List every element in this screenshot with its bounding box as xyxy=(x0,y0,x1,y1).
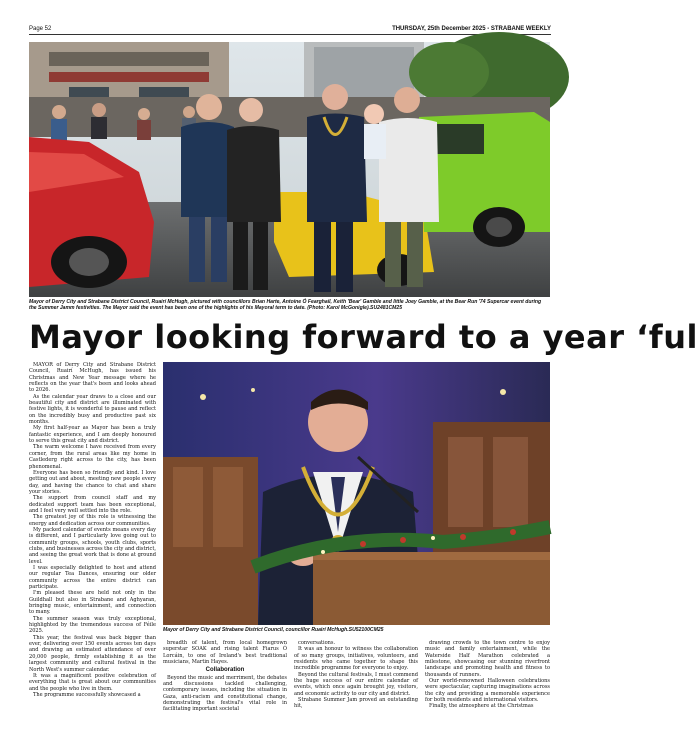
column-1 xyxy=(29,362,156,734)
mayor-photo-caption: Mayor of Derry City and Strabane District Council, councillor Ruairí McHugh.SU52100CM25 xyxy=(163,627,384,633)
mayor-photo xyxy=(163,362,550,625)
paragraph: The support from council staff and my dedicated support team has been exceptional, and I feel very well settled into the role. xyxy=(29,495,156,514)
headline: Mayor looking forward to a year ‘ful xyxy=(29,318,698,356)
paragraph: MAYOR of Derry City and Strabane District Council, Ruairí McHugh, has issued his Christmas and New Year message where he reflects on the year that's been and looks ahead to 2026. xyxy=(29,362,156,394)
subhead-collaboration: Collaboration xyxy=(205,667,245,674)
paragraph: Our world-renowned Halloween celebrations were spectacular, capturing imaginations across the city and providing a memorable experience for both residents and international visitors. xyxy=(425,678,550,704)
paragraph: Everyone has been so friendly and kind. I love getting out and about, meeting new people every day, and having the chance to chat and share your stories. xyxy=(29,469,156,495)
column-4 xyxy=(425,640,550,735)
paragraph: Beyond the cultural festivals, I must commend the huge success of our entire calendar of events, which once again brought joy, visitors, and economic activity to our city and district. xyxy=(294,671,418,697)
paragraph: My first half-year as Mayor has been a truly fantastic experience, and I am deeply honoured to serve this great city and district. xyxy=(29,425,156,445)
paragraph: I'm pleased these are held not only in the Guildhall but also in Strabane and Aghyaran, bringing music, entertainment, and connection to many. xyxy=(29,590,156,616)
paragraph: As the calendar year draws to a close and our beautiful city and district are illuminated with festive lights, it is wonderful to pause and reflect on the incredibly busy and productive past six months. xyxy=(29,393,156,426)
paragraph: Strabane Summer Jam proved an outstanding hit, xyxy=(294,697,418,710)
paragraph: Finally, the atmosphere at the Christmas xyxy=(429,703,534,710)
paragraph: I was especially delighted to host and attend our regular Tea Dances, ensuring our older community across the entire district can participate. xyxy=(29,565,156,591)
paragraph: This year, the festival was back bigger than ever, delivering over 150 events across ten days and drawing an estimated attendance of over 20,000 people, firmly establishing it as the largest community and cultural festival in the North West's summer calendar. xyxy=(29,634,156,673)
paragraph: My packed calendar of events means every day is different, and I particularly love going out to community groups, schools, youth clubs, sports clubs, and businesses across the city and district, and seeing the great work that is done at ground level. xyxy=(29,526,157,565)
paragraph: Beyond the music and merriment, the debates and discussions tackled challenging, contemporary issues, including the situation in Gaza, anti-racism and constitutional change, demonstrating the festival's vital role in facilitating important societal xyxy=(163,674,287,713)
paragraph: It was an honour to witness the collaboration of so many groups, initiatives, volunteers, and residents who came together to shape this incredible programme for everyone to enjoy. xyxy=(294,646,418,672)
issue-line: THURSDAY, 25th December 2025 - STRABANE WEEKLY xyxy=(392,26,551,32)
top-photo-illustration xyxy=(29,42,550,297)
paragraph: The warm welcome I have received from every corner, from the rural areas like my home in Castlederg right across to the city, has been phenomenal. xyxy=(29,444,156,470)
paragraph: The summer season was truly exceptional, highlighted by the tremendous success of Féile 2025. xyxy=(29,615,156,635)
header-rule xyxy=(29,34,551,35)
paragraph: The greatest joy of this role is witnessing the energy and dedication across our communities. xyxy=(29,514,156,527)
page-number: Page 52 xyxy=(29,26,52,32)
paragraph: The programme successfully showcased a xyxy=(33,691,141,698)
top-photo xyxy=(29,42,550,297)
column-3 xyxy=(294,640,418,735)
paragraph: breadth of talent, from local homegrown superstar SOAK and rising talent Fiarus Ó Lorcáin, to one of Ireland's best traditional musicians, Martin Hayes. xyxy=(163,640,287,666)
column-2 xyxy=(163,640,287,735)
mayor-photo-illustration xyxy=(163,362,550,625)
paragraph: It was a magnificent positive celebration of everything that is great about our communities and the people who live in them. xyxy=(29,672,156,692)
top-photo-caption: Mayor of Derry City and Strabane District Council, Ruairí McHugh, pictured with councillors Brian Harte, Antoine Ó Fearghail, Keith 'Bear' Gamble and little Joey Gamble, at the Bear Run '74 Supercar event during the Summer Jamm festivities. The Mayor said the event has been one of the highlights of his Mayoral term to date. (Photo: Karol McGonigle).SU2481CM25 xyxy=(29,299,542,312)
paragraph: conversations. xyxy=(298,640,336,646)
paragraph: drawing crowds to the town centre to enjoy music and family entertainment, while the Waterside Half Marathon celebrated a milestone, showcasing our stunning riverfront landscape and promoting health and fitness to thousands of runners. xyxy=(425,640,550,678)
